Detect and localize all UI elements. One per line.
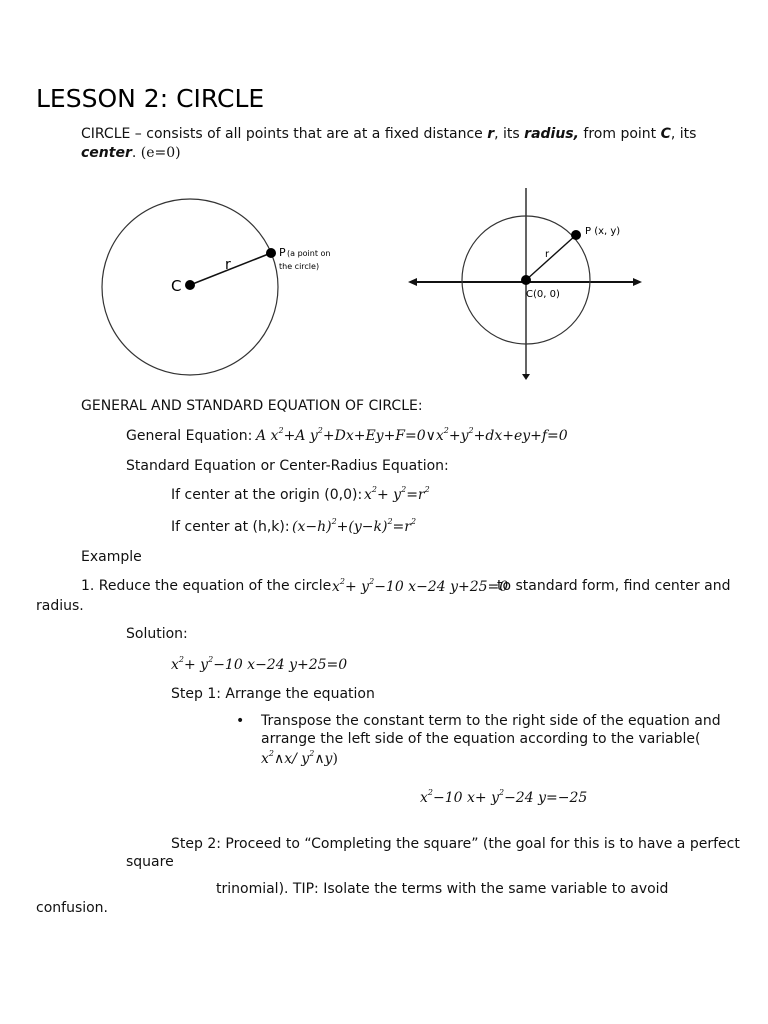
solution-equation: $x^2+ y^2-10$ x−24 y+25=0 bbox=[171, 655, 348, 673]
point-dot bbox=[266, 248, 276, 258]
circle-diagram-2 bbox=[400, 185, 650, 383]
step-1-result: $x^2-10$ $x+ y^2-24$ y=−25 bbox=[420, 788, 588, 806]
point-label: P (x, y) bbox=[585, 226, 621, 237]
problem-text-after: to standard form, find center and bbox=[497, 578, 731, 594]
solution-label: Solution: bbox=[126, 626, 188, 642]
hk-equation: $(x-h)^2+(y-k)^2=r^2$ bbox=[292, 517, 417, 535]
page-title: LESSON 2: CIRCLE bbox=[36, 84, 265, 113]
step-2-line-2: square bbox=[126, 854, 174, 870]
step-2-line-3: trinomial). TIP: Isolate the terms with the same variable to avoid bbox=[216, 881, 669, 897]
hk-label: If center at (h,k): bbox=[171, 519, 290, 535]
center-label: C(0, 0) bbox=[526, 289, 560, 300]
definition-tail: . bbox=[131, 145, 141, 161]
standard-equation-label: Standard Equation or Center-Radius Equation: bbox=[126, 458, 449, 474]
origin-label: If center at the origin (0,0): bbox=[171, 487, 363, 503]
eccentricity: (e=0) bbox=[140, 145, 181, 161]
definition-center: center bbox=[81, 145, 132, 161]
definition-line-1 bbox=[81, 126, 696, 142]
center-dot bbox=[521, 275, 531, 285]
x-axis-right-arrow bbox=[633, 278, 642, 286]
definition-r: r bbox=[487, 126, 495, 142]
bullet-icon: • bbox=[236, 713, 245, 729]
point-dot bbox=[571, 230, 581, 240]
center-dot bbox=[185, 280, 195, 290]
point-note-1: (a point on bbox=[287, 249, 331, 258]
general-equation: A $x^2+A$ $y^2+Dx+Ey+F=0\vee x^2+y^2+dx+ey+f=0$ bbox=[256, 426, 568, 444]
definition-text: – consists of all points that are at a fixed distance bbox=[130, 126, 488, 142]
radius-label: r bbox=[545, 249, 550, 260]
step-2-line-4: confusion. bbox=[36, 900, 109, 916]
problem-text: 1. Reduce the equation of the circle bbox=[81, 578, 332, 594]
problem-equation: $x^2+ y^2-10$ x−24 y+25=0 bbox=[332, 577, 509, 595]
definition-line-2 bbox=[81, 145, 181, 161]
definition-from-point: from point bbox=[578, 126, 661, 142]
definition-radius: radius, bbox=[524, 126, 579, 142]
problem-text-line-2: radius. bbox=[36, 598, 84, 614]
step-2-line-1: Step 2: Proceed to “Completing the square” (the goal for this is to have a perfect bbox=[171, 836, 740, 852]
point-note-2: the circle) bbox=[279, 262, 320, 271]
radius-label: r bbox=[225, 257, 231, 273]
step-1-bullet-math: $x^2\wedge x/$ $y^2\wedge y$) bbox=[261, 749, 338, 767]
definition-its-2: , its bbox=[670, 126, 697, 142]
step-1-bullet-line-2: arrange the left side of the equation according to the variable( bbox=[261, 731, 701, 747]
definition-its-1: , its bbox=[494, 126, 525, 142]
radius-line bbox=[526, 235, 576, 280]
definition-term: CIRCLE bbox=[81, 126, 131, 142]
example-heading: Example bbox=[81, 549, 142, 565]
section-heading: GENERAL AND STANDARD EQUATION OF CIRCLE: bbox=[81, 398, 423, 414]
x-axis-left-arrow bbox=[408, 278, 417, 286]
circle-diagram-1 bbox=[95, 190, 355, 385]
origin-equation: $x^2+ y^2=r^2$ bbox=[364, 485, 430, 503]
step-1-label: Step 1: Arrange the equation bbox=[171, 686, 375, 702]
definition-c: C bbox=[660, 126, 671, 142]
center-label: C bbox=[171, 277, 182, 295]
y-axis-arrow bbox=[522, 374, 530, 380]
point-label: P bbox=[279, 246, 286, 259]
general-equation-label: General Equation: bbox=[126, 428, 253, 444]
step-1-bullet-line-1: Transpose the constant term to the right side of the equation and bbox=[261, 713, 721, 729]
